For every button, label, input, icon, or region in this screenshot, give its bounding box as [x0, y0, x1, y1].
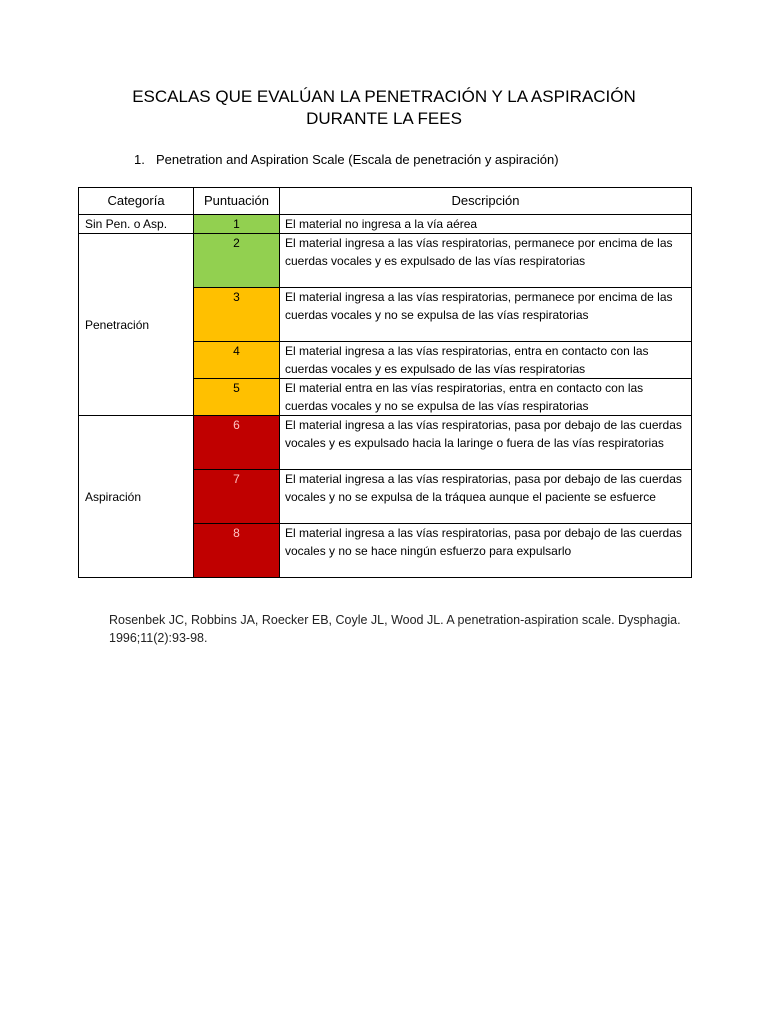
score-value: 8 [233, 526, 240, 540]
reference-citation: Rosenbek JC, Robbins JA, Roecker EB, Coyle JL, Wood JL. A penetration-aspiration scale. Dysphagia. 1996;11(2):93-98. [109, 613, 681, 645]
score-cell [194, 215, 280, 234]
description-cell: El material ingresa a las vías respiratorias, permanece por encima de las cuerdas vocales y no se expulsa de las vías respiratorias [280, 288, 692, 342]
description-cell: El material entra en las vías respiratorias, entra en contacto con las cuerdas vocales y no se expulsa de las vías respiratorias [280, 379, 692, 416]
category-aspiration: Aspiración [79, 416, 194, 578]
score-value: 2 [233, 236, 240, 250]
section-heading [134, 151, 559, 169]
score-value: 6 [233, 418, 240, 432]
title-line-1: ESCALAS QUE EVALÚAN LA PENETRACIÓN Y LA ASPIRACIÓN [132, 87, 636, 106]
category-none: Sin Pen. o Asp. [79, 215, 194, 234]
table-header-row [79, 188, 692, 215]
table-row [79, 215, 692, 234]
description-cell: El material ingresa a las vías respiratorias, pasa por debajo de las cuerdas vocales y es expulsado hacia la laringe o fuera de las vías respiratorias [280, 416, 692, 470]
score-value: 3 [233, 290, 240, 304]
score-value: 5 [233, 381, 240, 395]
description-cell: El material ingresa a las vías respiratorias, pasa por debajo de las cuerdas vocales y no se hace ningún esfuerzo para expulsarlo [280, 524, 692, 578]
description-cell: El material ingresa a las vías respiratorias, permanece por encima de las cuerdas vocales y es expulsado de las vías respiratorias [280, 234, 692, 288]
score-cell [194, 470, 280, 524]
score-cell [194, 288, 280, 342]
title-line-2: DURANTE LA FEES [306, 109, 462, 128]
header-category: Categoría [79, 188, 194, 215]
score-cell [194, 342, 280, 379]
score-value: 1 [233, 217, 240, 231]
penetration-aspiration-table [78, 187, 692, 578]
section-number: 1. [134, 152, 145, 167]
score-cell [194, 234, 280, 288]
description-cell: El material ingresa a las vías respiratorias, entra en contacto con las cuerdas vocales y es expulsado de las vías respiratorias [280, 342, 692, 379]
page-title [0, 86, 768, 130]
header-score: Puntuación [194, 188, 280, 215]
category-penetration: Penetración [79, 234, 194, 416]
table-row [79, 234, 692, 288]
header-description: Descripción [280, 188, 692, 215]
score-cell [194, 416, 280, 470]
score-cell [194, 524, 280, 578]
table-row [79, 416, 692, 470]
score-cell [194, 379, 280, 416]
description-cell: El material ingresa a las vías respiratorias, pasa por debajo de las cuerdas vocales y no se expulsa de la tráquea aunque el paciente se esfuerce [280, 470, 692, 524]
section-text: Penetration and Aspiration Scale (Escala de penetración y aspiración) [156, 152, 559, 167]
score-value: 4 [233, 344, 240, 358]
score-value: 7 [233, 472, 240, 486]
description-cell: El material no ingresa a la vía aérea [280, 215, 692, 234]
